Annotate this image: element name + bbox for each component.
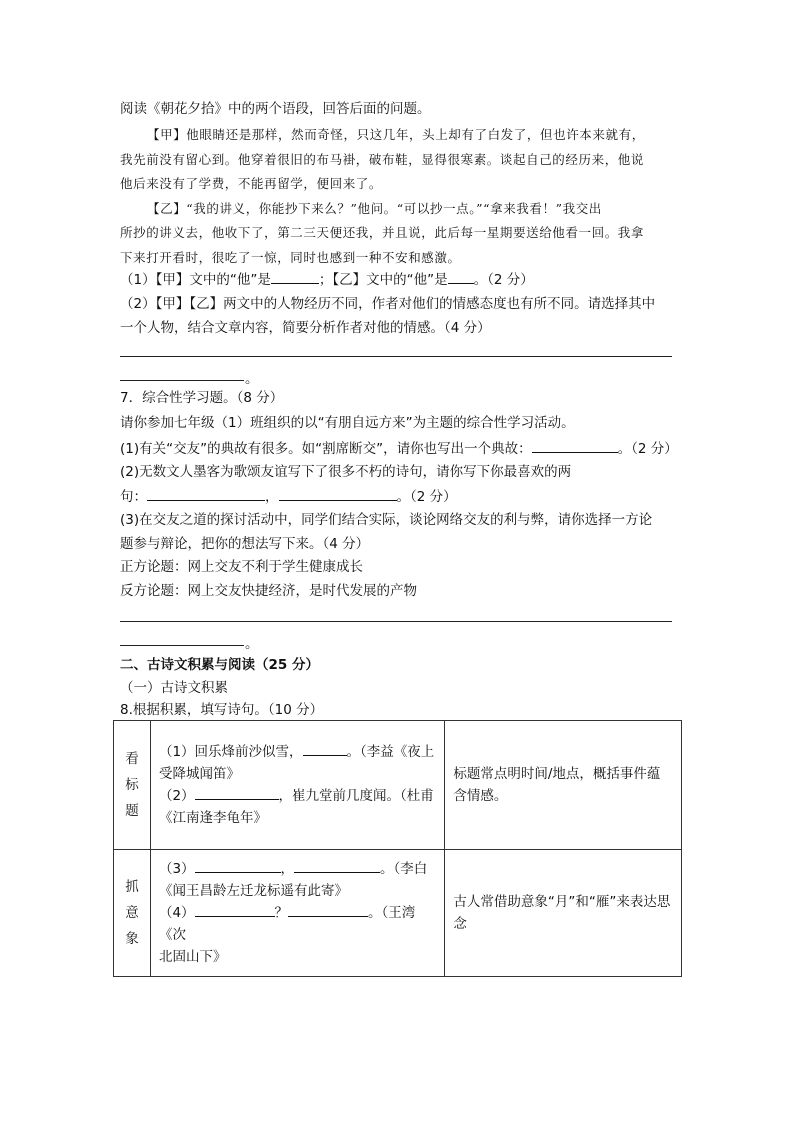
q1-answer-blank-1[interactable]	[271, 269, 319, 284]
q1-answer-blank-2[interactable]	[448, 269, 474, 284]
note-cell-imagery: 古人常借助意象“月”和“雁”来表达思念	[445, 850, 682, 977]
passage-yi-line-1: 【乙】“我的讲义，你能抄下来么？”他问。“可以抄一点。”“拿来我看！”我交出	[147, 201, 602, 216]
pro-topic: 正方论题：网上交友不利于学生健康成长	[120, 559, 363, 575]
q7-intro: 请你参加七年级（1）班组织的以“有朋自远方来”为主题的综合性学习活动。	[120, 415, 575, 431]
q7-sub2-text-b: 。（2 分）	[396, 489, 457, 505]
reading-intro: 阅读《朝花夕拾》中的两个语段，回答后面的问题。	[120, 101, 431, 117]
table-row-title	[114, 721, 682, 850]
q7-sub2-blank-2[interactable]	[279, 486, 397, 501]
q7-sub-3-line-2: 题参与辩论，把你的想法写下来。（4 分）	[120, 536, 370, 552]
q1-text-b: ；【乙】文中的“他”是	[318, 272, 448, 288]
answer-line-q7-end[interactable]	[120, 645, 244, 646]
con-topic: 反方论题：网上交友快捷经济，是时代发展的产物	[120, 583, 417, 599]
q8-title: 8.根据积累，填写诗句。（10 分）	[120, 702, 324, 718]
answer-line-q7[interactable]	[120, 621, 672, 622]
poem-cell-title	[150, 721, 444, 850]
poem-blank-6[interactable]	[288, 902, 368, 917]
poem-cell-imagery	[150, 850, 444, 977]
question-2-line-2: 一个人物，结合文章内容，简要分析作者对他的情感。（4 分）	[120, 320, 491, 336]
poem-item-1-source: 受降城闻笛》	[158, 766, 240, 782]
poem-item-3-source: 《闻王昌龄左迁龙标遥有此寄》	[158, 883, 348, 899]
section-2-subtitle: （一）古诗文积累	[120, 680, 228, 696]
poem-item-4-source: 北固山下》	[158, 949, 227, 965]
q7-sub1-text-b: 。（2 分）	[617, 441, 678, 457]
q7-sub2-blank-1[interactable]	[147, 486, 265, 501]
row-label-title: 看 标 题	[114, 721, 151, 850]
answer-line-q2-end[interactable]	[120, 380, 244, 381]
poem-table	[113, 720, 682, 977]
q7-sub2-text-a: 句：	[120, 489, 147, 505]
answer-line-q2[interactable]	[120, 356, 672, 357]
poem-blank-3[interactable]	[195, 858, 281, 873]
poem-item-3: （3） ， 。（李白	[159, 858, 436, 880]
q1-text-c: 。（2 分）	[473, 272, 534, 288]
poem-item-2: （2） ，崔九堂前几度闻。（杜甫	[159, 785, 436, 807]
q7-sub2-comma: ，	[265, 489, 279, 505]
poem-item-4: （4） ？ 。（王湾《次	[159, 902, 436, 946]
poem-blank-1[interactable]	[303, 741, 347, 756]
question-1	[120, 269, 534, 290]
passage-jia-line-2: 我先前没有留心到。他穿着很旧的布马褂，破布鞋，显得很寒素。谈起自己的经历来，他说	[120, 152, 645, 167]
poem-blank-2[interactable]	[195, 785, 279, 800]
q7-sub-1	[120, 438, 678, 459]
question-2-line-1: （2）【甲】【乙】两文中的人物经历不同，作者对他们的情感态度也有所不同。请选择其中	[120, 296, 656, 312]
passage-jia-line-3: 他后来没有了学费，不能再留学，便回来了。	[120, 176, 383, 191]
poem-blank-4[interactable]	[294, 858, 380, 873]
q7-sub-2-line-2	[120, 486, 457, 507]
row-label-imagery: 抓 意 象	[114, 850, 151, 977]
q7-sub-2-line-1: (2)无数文人墨客为歌颂友谊写下了很多不朽的诗句，请你写下你最喜欢的两	[120, 464, 572, 480]
poem-item-1: （1）回乐烽前沙似雪， 。（李益《夜上	[159, 741, 436, 763]
poem-item-2-source: 《江南逢李龟年》	[158, 810, 267, 826]
poem-blank-5[interactable]	[195, 902, 275, 917]
q1-text-a: （1）【甲】文中的“他”是	[120, 272, 271, 288]
q7-sub-3-line-1: (3)在交友之道的探讨活动中，同学们结合实际，谈论网络交友的利与弊，请你选择一方论	[120, 512, 653, 528]
q7-sub1-blank[interactable]	[532, 438, 618, 453]
note-cell-title: 标题常点明时间/地点，概括事件蕴含情感。	[445, 721, 682, 850]
q7-sub1-text-a: (1)有关“交友”的典故有很多。如“割席断交”，请你也写出一个典故：	[120, 441, 532, 457]
answer-end-mark-q7: 。	[245, 636, 259, 652]
table-row-imagery	[114, 850, 682, 977]
q7-title: 7．综合性学习题。（8 分）	[120, 390, 284, 406]
section-2-title: 二、古诗文积累与阅读（25 分）	[120, 657, 319, 673]
passage-yi-line-3: 下来打开看时，很吃了一惊，同时也感到一种不安和感激。	[120, 250, 461, 265]
passage-jia-line-1: 【甲】他眼睛还是那样，然而奇怪，只这几年，头上却有了白发了，但也许本来就有，	[147, 127, 645, 142]
passage-yi-line-2: 所抄的讲义去，他收下了，第二三天便还我，并且说，此后每一星期要送给他看一回。我拿	[120, 225, 645, 240]
answer-end-mark-q2: 。	[245, 371, 259, 387]
